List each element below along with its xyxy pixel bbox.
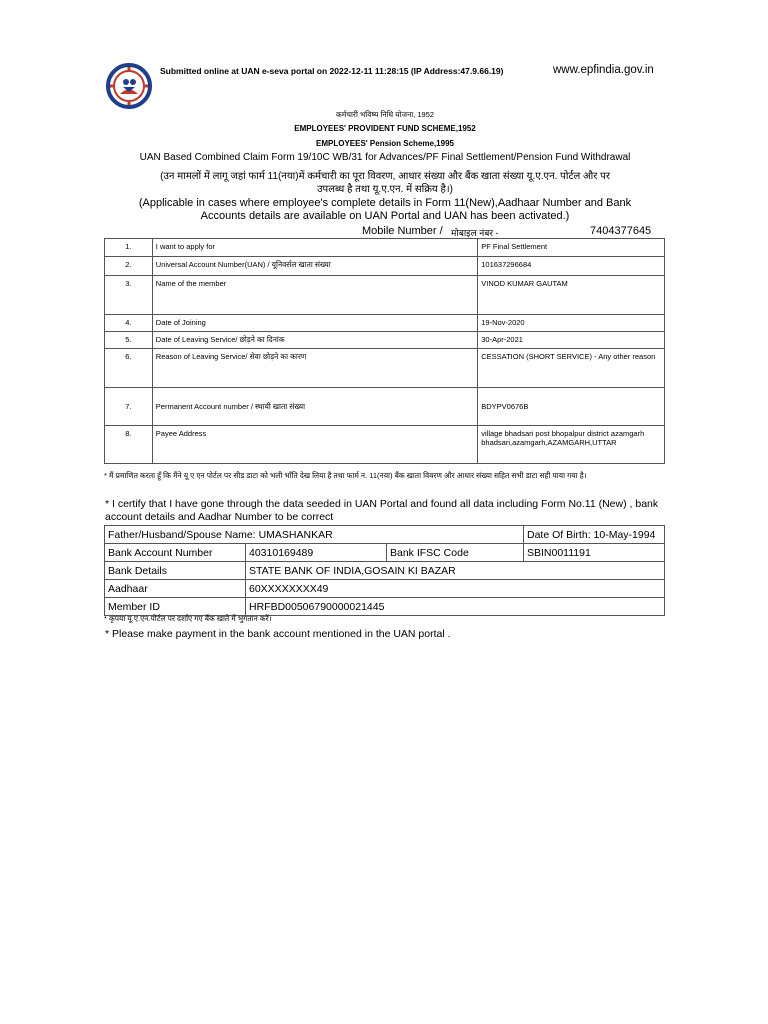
row-number: 6. bbox=[105, 349, 153, 388]
epf-scheme-title: EMPLOYEES' PROVIDENT FUND SCHEME,1952 bbox=[294, 124, 476, 133]
bank-details-table bbox=[104, 525, 665, 616]
row-number: 8. bbox=[105, 426, 153, 464]
certification-hindi: * मैं प्रमाणित करता हूँ कि मैंने यू ए एन पोर्टल पर सीड डाटा को भली भाँति देख लिया है तथा फार्म न. 11(नया) बैंक खाता विवरण और आधार संख्या सहित सभी डाटा सही पाया गया है। bbox=[104, 471, 587, 480]
table-row bbox=[105, 562, 665, 580]
bank-details-value: STATE BANK OF INDIA,GOSAIN KI BAZAR bbox=[246, 562, 665, 580]
row-number: 4. bbox=[105, 315, 153, 332]
row-number: 2. bbox=[105, 257, 153, 276]
table-row bbox=[105, 426, 665, 464]
member-id-value: HRFBD00506790000021445 bbox=[246, 598, 665, 616]
website-link[interactable]: www.epfindia.gov.in bbox=[553, 64, 654, 76]
table-row bbox=[105, 332, 665, 349]
form-title: UAN Based Combined Claim Form 19/10C WB/31 for Advances/PF Final Settlement/Pension Fund Withdrawal bbox=[139, 152, 631, 163]
row-number: 1. bbox=[105, 239, 153, 257]
bank-account-value: 40310169489 bbox=[246, 544, 387, 562]
row-number: 3. bbox=[105, 276, 153, 315]
mobile-number-label-hindi: मोबाइल नंबर - bbox=[451, 228, 499, 238]
row-label: Universal Account Number(UAN) / यूनिवर्सल खाता संख्या bbox=[152, 257, 477, 276]
payment-note: * Please make payment in the bank account mentioned in the UAN portal . bbox=[105, 628, 451, 640]
table-row bbox=[105, 239, 665, 257]
aadhaar-value: 60XXXXXXXX49 bbox=[246, 580, 665, 598]
table-row bbox=[105, 257, 665, 276]
row-value: VINOD KUMAR GAUTAM bbox=[478, 276, 665, 315]
table-row bbox=[105, 580, 665, 598]
table-row bbox=[105, 388, 665, 426]
applicability-line-2: Accounts details are available on UAN Portal and UAN has been activated.) bbox=[200, 210, 570, 222]
father-name: Father/Husband/Spouse Name: UMASHANKAR bbox=[105, 526, 524, 544]
table-row bbox=[105, 526, 665, 544]
mobile-number-label: Mobile Number / bbox=[362, 225, 443, 237]
row-label: Permanent Account number / स्थायी खाता संख्या bbox=[152, 388, 477, 426]
table-row bbox=[105, 315, 665, 332]
row-label: Reason of Leaving Service/ सेवा छोड़ने का कारण bbox=[152, 349, 477, 388]
epfo-logo-icon bbox=[106, 63, 152, 109]
row-value: 19-Nov-2020 bbox=[478, 315, 665, 332]
hindi-applicability-line-1: (उन मामलों में लागू जहां फार्म 11(नया)में कर्मचारी का पूरा विवरण, आधार संख्या और बैंक खाता संख्या यू.ए.एन. पोर्टल और पर bbox=[160, 171, 610, 182]
table-row bbox=[105, 349, 665, 388]
hindi-applicability-line-2: उपलब्ध है तथा यू.ए.एन. में सक्रिय है।) bbox=[317, 184, 453, 195]
mobile-number-value: 7404377645 bbox=[590, 225, 652, 237]
row-label: Name of the member bbox=[152, 276, 477, 315]
claim-details-table bbox=[104, 238, 665, 464]
scheme-title-hindi: कर्मचारी भविष्य निधि योजना, 1952 bbox=[335, 110, 435, 119]
ifsc-label: Bank IFSC Code bbox=[387, 544, 524, 562]
row-number: 7. bbox=[105, 388, 153, 426]
date-of-birth: Date Of Birth: 10-May-1994 bbox=[524, 526, 665, 544]
row-label: Payee Address bbox=[152, 426, 477, 464]
table-row bbox=[105, 276, 665, 315]
payment-note-hindi: * कृपया यू.ए.एन.पोर्टल पर दर्शाए गए बैंक खाते में भुगतान करें। bbox=[104, 614, 272, 623]
member-id-label: Member ID bbox=[105, 598, 246, 616]
applicability-line-1: (Applicable in cases where employee's complete details in Form 11(New),Aadhaar Number and Bank bbox=[138, 197, 632, 209]
row-label: I want to apply for bbox=[152, 239, 477, 257]
certification-text: * I certify that I have gone through the data seeded in UAN Portal and found all data including Form No.11 (New) , bank account details and Aadhar Number to be correct bbox=[105, 498, 659, 523]
row-value: CESSATION (SHORT SERVICE) - Any other reason bbox=[478, 349, 665, 388]
row-label: Date of Joining bbox=[152, 315, 477, 332]
ifsc-value: SBIN0011191 bbox=[524, 544, 665, 562]
table-row bbox=[105, 544, 665, 562]
bank-details-label: Bank Details bbox=[105, 562, 246, 580]
table-row bbox=[105, 598, 665, 616]
row-value: 30-Apr-2021 bbox=[478, 332, 665, 349]
eps-scheme-title: EMPLOYEES' Pension Scheme,1995 bbox=[316, 139, 454, 148]
row-value: BDYPV0676B bbox=[478, 388, 665, 426]
row-label: Date of Leaving Service/ छोड़ने का दिनांक bbox=[152, 332, 477, 349]
row-value: village bhadsari post bhopalpur district azamgarh bhadsari,azamgarh,AZAMGARH,UTTAR bbox=[478, 426, 665, 464]
row-value: 101637296684 bbox=[478, 257, 665, 276]
submission-info: Submitted online at UAN e-seva portal on 2022-12-11 11:28:15 (IP Address:47.9.66.19) bbox=[160, 66, 504, 76]
bank-account-label: Bank Account Number bbox=[105, 544, 246, 562]
row-number: 5. bbox=[105, 332, 153, 349]
row-value: PF Final Settlement bbox=[478, 239, 665, 257]
aadhaar-label: Aadhaar bbox=[105, 580, 246, 598]
